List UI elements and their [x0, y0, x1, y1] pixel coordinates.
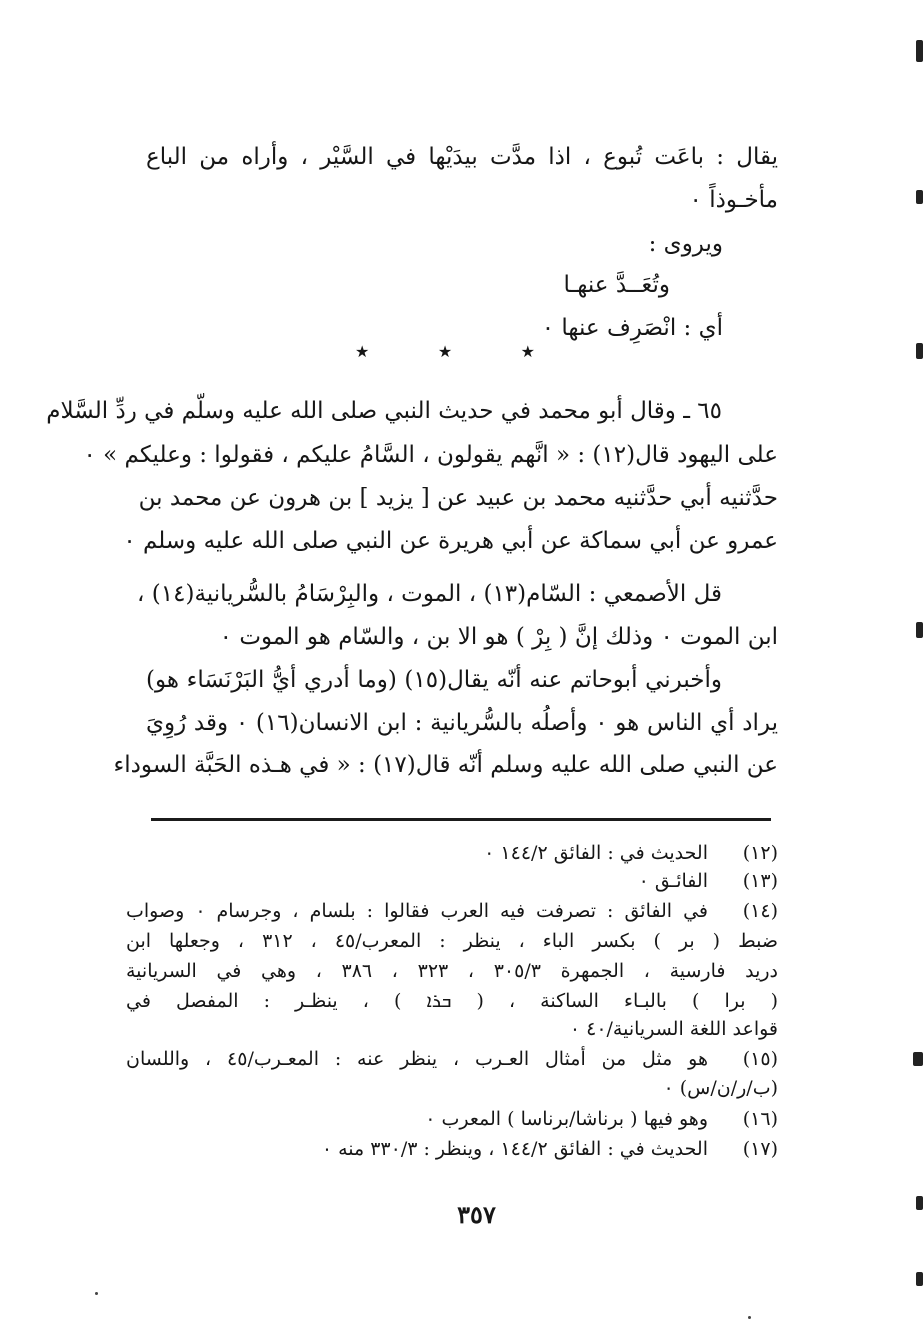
footnote-text: الحديث في : الفائق ١٤٤/٢ ٠	[484, 842, 708, 864]
footnote-text: ( برا ) بالبـاء الساكنة ، ( ܒܪܐ ) ، ينظـر : المفصل في	[126, 990, 778, 1012]
footnote-13	[126, 868, 778, 894]
footnote-number: (١٦)	[742, 1108, 778, 1130]
body-line: يقال : باعَت تُبوع ، اذا مدَّت بيدَيْها في السَّيْر ، وأراه من الباع	[146, 144, 778, 170]
scan-edge-mark	[913, 1052, 923, 1066]
body-line: قل الأصمعي : السّام(١٣) ، الموت ، والبِرْسَامُ بالسُّريانية(١٤) ،	[137, 581, 722, 607]
footnote-separator	[151, 818, 771, 821]
footnote-15	[126, 1046, 778, 1072]
body-line: يراد أي الناس هو ٠ وأصلُه بالسُّريانية : ابن الانسان(١٦) ٠ وقد رُوِيَ	[146, 710, 778, 736]
scan-edge-mark	[916, 343, 923, 359]
body-line: حدَّثنيه أبي حدَّثنيه محمد بن عبيد عن [ يزيد ] بن هرون عن محمد بن	[138, 485, 778, 511]
star-icon: ★	[437, 342, 453, 361]
star-icon: ★	[355, 342, 370, 361]
footnote-number: (١٧)	[742, 1138, 778, 1160]
scan-edge-mark	[916, 1196, 923, 1210]
scan-edge-mark	[916, 40, 923, 62]
footnote-text: الحديث في : الفائق ١٤٤/٢ ، وينظر : ٣٣٠/٣ منه ٠	[321, 1138, 708, 1160]
footnote-text: الفائـق ٠	[638, 870, 708, 892]
verse-intro: ويروى :	[648, 231, 723, 257]
body-line: ٦٥ ـ وقال أبو محمد في حديث النبي صلى الله عليه وسلّم في ردِّ السَّلام	[46, 398, 722, 424]
body-line: ابن الموت ٠ وذلك إنَّ ( بِرْ ) هو الا بن ، والسّام هو الموت ٠	[219, 624, 778, 650]
body-line: وأخبرني أبوحاتم عنه أنّه يقال(١٥) (وما أدري أيُّ البَرْنَسَاء هو)	[146, 667, 722, 693]
body-line: عن النبي صلى الله عليه وسلم أنّه قال(١٧) : « في هـذه الحَبَّة السوداء	[113, 752, 778, 778]
footnote-number: (١٤)	[742, 900, 778, 922]
footnote-16	[126, 1106, 778, 1132]
footnote-14	[126, 898, 778, 924]
footnote-number: (١٣)	[742, 870, 778, 892]
footnote-text: وهو فيها ( برناشا/برناسا ) المعرب ٠	[425, 1108, 708, 1130]
body-line: على اليهود قال(١٢) : « انَّهم يقولون ، السَّامُ عليكم ، فقولوا : وعليكم » ٠	[83, 442, 778, 468]
footnote-text: ضبط ( بر ) بكسر الباء ، ينظر : المعرب/٤٥ ، ٣١٢ ، وجعلها ابن	[126, 930, 778, 952]
footnote-number: (١٥)	[742, 1048, 779, 1070]
page-number: ٣٥٧	[457, 1200, 496, 1229]
footnote-17	[126, 1136, 778, 1162]
section-divider-stars	[355, 342, 535, 362]
footnote-text: هو مثل من أمثال العـرب ، ينظر عنه : المعـرب/٤٥ ، واللسان	[126, 1048, 709, 1070]
verse-gloss: أي : انْصَرِف عنها ٠	[541, 315, 723, 341]
footnote-number: (١٢)	[742, 842, 778, 864]
scan-edge-mark	[916, 622, 923, 638]
scan-edge-mark	[916, 1272, 923, 1286]
scan-edge-mark	[916, 190, 923, 204]
star-icon: ★	[520, 342, 535, 361]
scan-speck	[748, 1316, 751, 1319]
body-line: مأخـوذاً ٠	[689, 187, 778, 213]
verse-line: وتُعَــدَّ عنهـا	[563, 272, 670, 298]
body-line: عمرو عن أبي سماكة عن أبي هريرة عن النبي صلى الله عليه وسلم ٠	[123, 528, 778, 554]
scan-speck	[95, 1292, 98, 1295]
footnote-text: دريد فارسية ، الجمهرة ٣٠٥/٣ ، ٣٢٣ ، ٣٨٦ ، وهي في السريانية	[126, 960, 779, 982]
footnote-text: قواعد اللغة السريانية/٤٠ ٠	[569, 1018, 778, 1040]
footnote-text: في الفائق : تصرفت فيه العرب فقالوا : بلسام ، وجرسام ٠ وصواب	[126, 900, 708, 922]
footnote-text: (ب/ر/ن/س) ٠	[663, 1077, 778, 1099]
footnote-12	[126, 840, 778, 866]
